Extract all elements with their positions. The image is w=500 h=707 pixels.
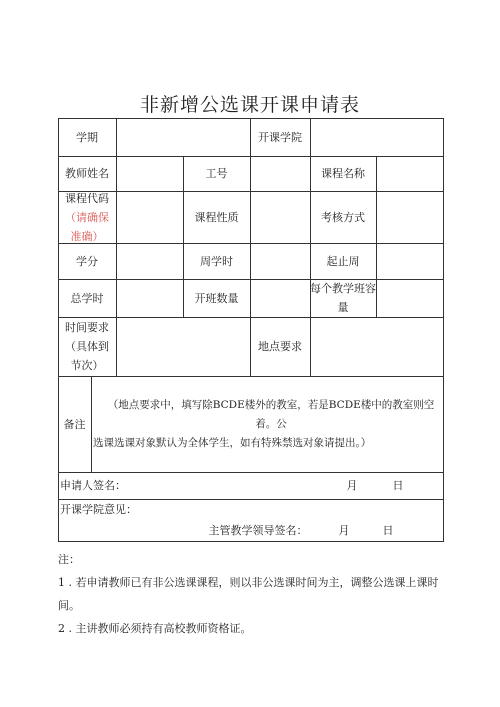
- course-nature-field[interactable]: [250, 191, 310, 243]
- semester-field[interactable]: [116, 118, 250, 156]
- teacher-name-label: 教师姓名: [65, 167, 109, 180]
- time-req-field[interactable]: [116, 317, 250, 376]
- time-req-line: （具体到: [65, 340, 109, 353]
- teacher-name-field[interactable]: [116, 156, 183, 191]
- time-req-line: 时间要求: [65, 321, 109, 334]
- exam-method-field[interactable]: [376, 191, 443, 243]
- form-title: 非新增公选课开课申请表: [139, 94, 360, 116]
- applicant-signature-label: 申请人签名：: [60, 479, 126, 492]
- application-form-table: [58, 118, 444, 542]
- credits-field[interactable]: [116, 243, 183, 279]
- course-code-note: 准确）: [70, 229, 104, 243]
- capacity-label-line: 每个教学班容: [310, 282, 376, 295]
- weekly-hours-field[interactable]: [250, 243, 310, 279]
- note-item: 1 . 若申请教师已有非公选课课程，则以非公选课时间为主，调整公选课上课时间。: [58, 576, 439, 612]
- college-opinion-label: 开课学院意见：: [60, 503, 137, 516]
- time-req-label: [58, 317, 116, 376]
- total-hours-label: 总学时: [70, 291, 104, 305]
- capacity-field[interactable]: [376, 279, 443, 317]
- semester-label: 学期: [76, 130, 98, 144]
- applicant-day-label: 日: [392, 479, 404, 492]
- time-req-line: 节次）: [70, 359, 104, 372]
- staff-id-label: 工号: [205, 167, 228, 180]
- course-name-label: 课程名称: [321, 167, 365, 180]
- remarks-label: 备注: [63, 417, 86, 431]
- weeks-field[interactable]: [376, 243, 443, 279]
- leader-month-label: 月: [338, 524, 350, 537]
- course-code-note: （请确保: [65, 210, 109, 224]
- table-border-bottom: [58, 541, 444, 542]
- course-nature-label: 课程性质: [194, 210, 239, 224]
- exam-method-label: 考核方式: [321, 210, 365, 224]
- course-code-label: [58, 191, 116, 243]
- college-field[interactable]: [310, 118, 443, 156]
- course-name-field[interactable]: [376, 156, 443, 191]
- class-count-label: 开班数量: [194, 291, 239, 305]
- leader-day-label: 日: [382, 524, 394, 537]
- notes-section: [58, 548, 458, 640]
- applicant-month-label: 月: [346, 479, 358, 492]
- leader-signature-label: 主管教学领导签名：: [208, 524, 308, 537]
- course-code-field[interactable]: [116, 191, 183, 243]
- class-count-field[interactable]: [250, 279, 310, 317]
- notes-heading: 注：: [58, 553, 80, 566]
- remarks-field[interactable]: [91, 376, 443, 472]
- location-req-field[interactable]: [310, 317, 443, 376]
- course-code-text: 课程代码: [65, 191, 109, 205]
- college-label: 开课学院: [258, 130, 302, 144]
- weeks-label: 起止周: [326, 254, 360, 268]
- total-hours-field[interactable]: [116, 279, 183, 317]
- location-req-label: 地点要求: [258, 340, 302, 353]
- weekly-hours-label: 周学时: [200, 254, 233, 268]
- remarks-text-line: （地点要求中，填写除BCDE楼外的教室，若是BCDE楼中的教室则空着。公: [107, 398, 435, 430]
- staff-id-field[interactable]: [250, 156, 310, 191]
- note-item: 2 . 主讲教师必须持有高校教师资格证。: [58, 622, 252, 635]
- credits-label: 学分: [76, 254, 98, 268]
- remarks-text-line: 选课选课对象默认为全体学生，如有特殊禁选对象请提出。）: [93, 436, 372, 449]
- table-border-right: [443, 118, 444, 542]
- capacity-label: [310, 279, 376, 317]
- capacity-label-line: 量: [337, 301, 349, 314]
